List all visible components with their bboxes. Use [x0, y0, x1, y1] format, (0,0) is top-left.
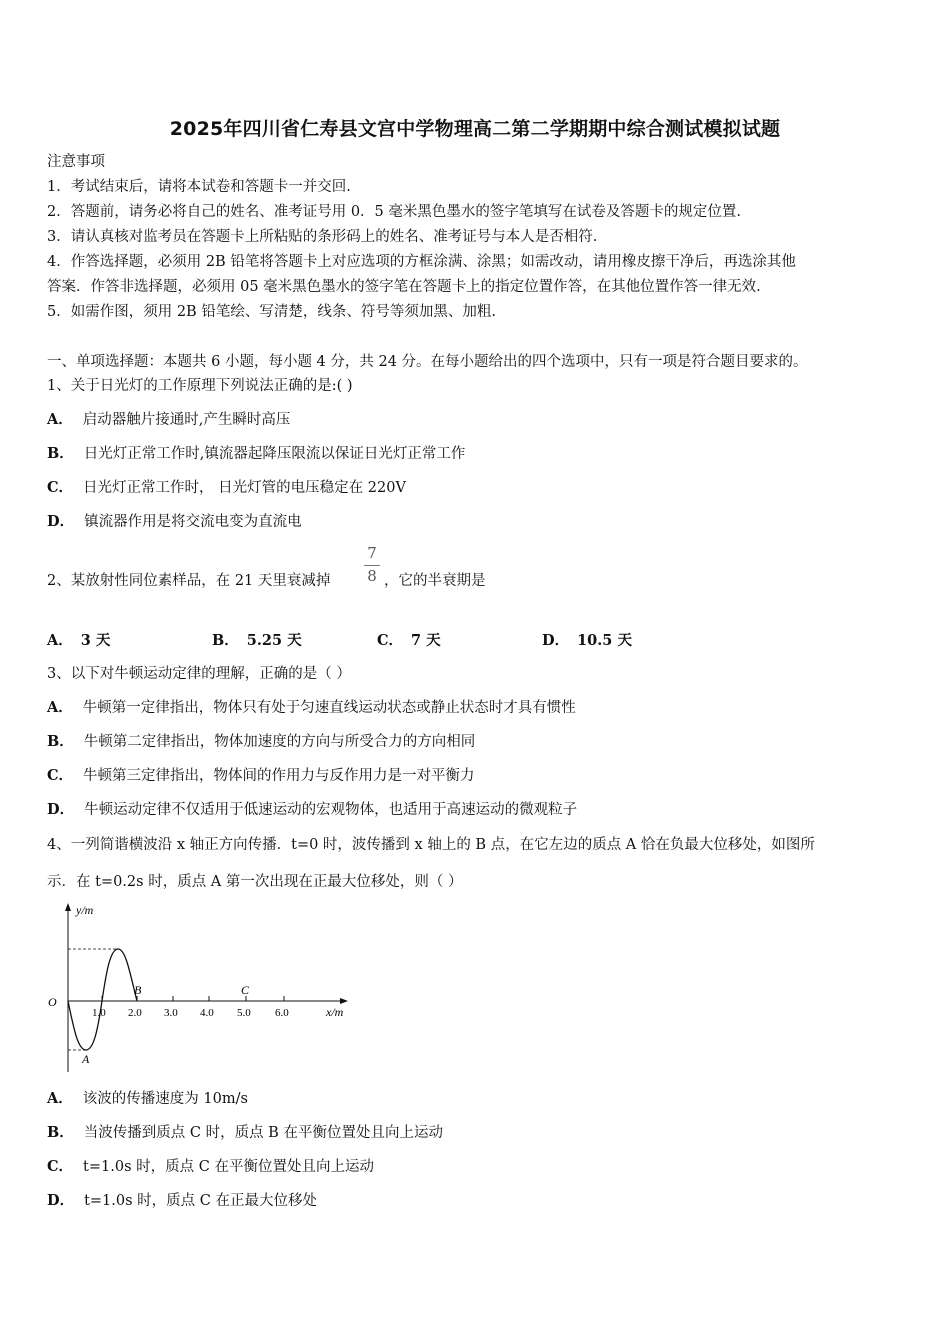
- question-1-option-c: [47, 478, 406, 498]
- option-label: C．: [377, 632, 404, 649]
- question-4-option-b: [47, 1123, 443, 1143]
- wave-curve: [68, 949, 137, 1050]
- tick-label: 1.0: [92, 1007, 106, 1019]
- option-text: 牛顿第二定律指出，物体加速度的方向与所受合力的方向相同: [83, 734, 476, 750]
- tick-label: 4.0: [200, 1007, 214, 1019]
- option-text: 7 天: [411, 632, 441, 649]
- option-label: C．: [47, 479, 74, 496]
- point-c-label: C: [241, 983, 250, 997]
- question-1-option-a: [47, 410, 290, 430]
- wave-figure: [44, 900, 354, 1075]
- y-axis-arrow: [65, 903, 71, 911]
- option-label: A．: [47, 699, 73, 716]
- option-label: B．: [212, 632, 239, 649]
- tick-label: 3.0: [164, 1007, 178, 1019]
- option-text: 牛顿第一定律指出，物体只有处于匀速直线运动状态或静止状态时才具有惯性: [82, 700, 576, 716]
- notice-item: 2．答题前，请务必将自己的姓名、准考证号用 0．5 毫米黑色墨水的签字笔填写在试卷及答题卡的规定位置.: [47, 204, 741, 220]
- option-label: C．: [47, 1158, 74, 1175]
- notice-item: 答案．作答非选择题，必须用 05 毫米黑色墨水的签字笔在答题卡上的指定位置作答，在其他位置作答一律无效.: [47, 279, 761, 295]
- option-text: 日光灯正常工作时， 日光灯管的电压稳定在 220V: [83, 480, 406, 496]
- x-axis-label: x/m: [326, 1005, 344, 1019]
- fraction-bar: [364, 565, 380, 566]
- question-2-stem-before: 2、某放射性同位素样品，在 21 天里衰减掉: [47, 573, 331, 589]
- question-4-option-a: [47, 1089, 248, 1109]
- tick-label: 2.0: [128, 1007, 142, 1019]
- question-4-option-c: [47, 1157, 374, 1177]
- option-label: A．: [47, 411, 73, 428]
- notice-item: 1．考试结束后，请将本试卷和答题卡一并交回.: [47, 179, 351, 195]
- option-label: D．: [47, 513, 75, 530]
- option-text: 镇流器作用是将交流电变为直流电: [84, 514, 302, 530]
- notice-item: 3．请认真核对监考员在答题卡上所粘贴的条形码上的姓名、准考证号与本人是否相符.: [47, 229, 598, 245]
- origin-label: O: [48, 995, 57, 1009]
- option-text: 牛顿运动定律不仅适用于低速运动的宏观物体，也适用于高速运动的微观粒子: [84, 802, 578, 818]
- question-4-stem-line2: 示．在 t=0.2s 时，质点 A 第一次出现在正最大位移处，则（ ）: [47, 874, 463, 890]
- question-2-stem-after: ，它的半衰期是: [384, 573, 486, 589]
- notice-heading: 注意事项: [47, 154, 105, 170]
- option-label: A．: [47, 1090, 73, 1107]
- option-text: 牛顿第三定律指出，物体间的作用力与反作用力是一对平衡力: [83, 768, 475, 784]
- option-label: B．: [47, 733, 74, 750]
- option-text: t=1.0s 时，质点 C 在平衡位置处且向上运动: [83, 1159, 374, 1175]
- question-3-stem: 3、以下对牛顿运动定律的理解，正确的是（ ）: [47, 666, 351, 682]
- y-axis-label: y/m: [76, 903, 94, 917]
- question-1-stem: 1、关于日光灯的工作原理下列说法正确的是:( ): [47, 378, 353, 394]
- point-b-label: B: [134, 983, 142, 997]
- question-2-option-a: [47, 629, 118, 650]
- option-label: C．: [47, 767, 74, 784]
- option-text: 日光灯正常工作时,镇流器起降压限流以保证日光灯正常工作: [83, 446, 466, 462]
- option-label: D．: [47, 801, 75, 818]
- question-2-option-d: [542, 629, 640, 650]
- option-label: D．: [47, 1192, 75, 1209]
- notice-item: 4．作答选择题，必须用 2B 铅笔将答题卡上对应选项的方框涂满、涂黑；如需改动，请用橡皮擦干净后，再选涂其他: [47, 254, 796, 270]
- question-4-stem-line1: 4、一列简谐横波沿 x 轴正方向传播．t=0 时，波传播到 x 轴上的 B 点，在它左边的质点 A 恰在负最大位移处，如图所: [47, 837, 815, 853]
- section-heading: 一、单项选择题：本题共 6 小题，每小题 4 分，共 24 分。在每小题给出的四个选项中，只有一项是符合题目要求的。: [47, 354, 808, 370]
- question-3-option-a: [47, 698, 576, 718]
- option-text: 5.25 天: [246, 632, 302, 649]
- option-text: 启动器触片接通时,产生瞬时高压: [82, 412, 291, 428]
- question-2-option-c: [377, 629, 449, 650]
- tick-label: 6.0: [275, 1007, 289, 1019]
- option-label: B．: [47, 1124, 74, 1141]
- question-3-option-b: [47, 732, 475, 752]
- option-text: 当波传播到质点 C 时，质点 B 在平衡位置处且向上运动: [83, 1125, 443, 1141]
- x-axis-arrow: [340, 998, 348, 1004]
- option-text: 该波的传播速度为 10m/s: [82, 1091, 248, 1107]
- question-4-option-d: [47, 1191, 317, 1211]
- question-1-option-d: [47, 512, 302, 532]
- option-label: A．: [47, 632, 73, 649]
- option-text: 10.5 天: [577, 632, 632, 649]
- tick-label: 5.0: [237, 1007, 251, 1019]
- question-2-option-b: [212, 629, 310, 650]
- option-text: t=1.0s 时，质点 C 在正最大位移处: [84, 1193, 317, 1209]
- point-a-label: A: [82, 1052, 90, 1066]
- fraction-numerator: 7: [367, 544, 377, 562]
- fraction-seven-eighths: [364, 544, 380, 587]
- notice-item: 5．如需作图，须用 2B 铅笔绘、写清楚，线条、符号等须加黑、加粗.: [47, 304, 496, 320]
- option-label: D．: [542, 632, 570, 649]
- page-title: 2025年四川省仁寿县文宫中学物理高二第二学期期中综合测试模拟试题: [169, 118, 781, 140]
- question-1-option-b: [47, 444, 465, 464]
- option-text: 3 天: [80, 632, 111, 649]
- question-3-option-d: [47, 800, 577, 820]
- fraction-denominator: 8: [367, 567, 377, 585]
- question-3-option-c: [47, 766, 475, 786]
- option-label: B．: [47, 445, 74, 462]
